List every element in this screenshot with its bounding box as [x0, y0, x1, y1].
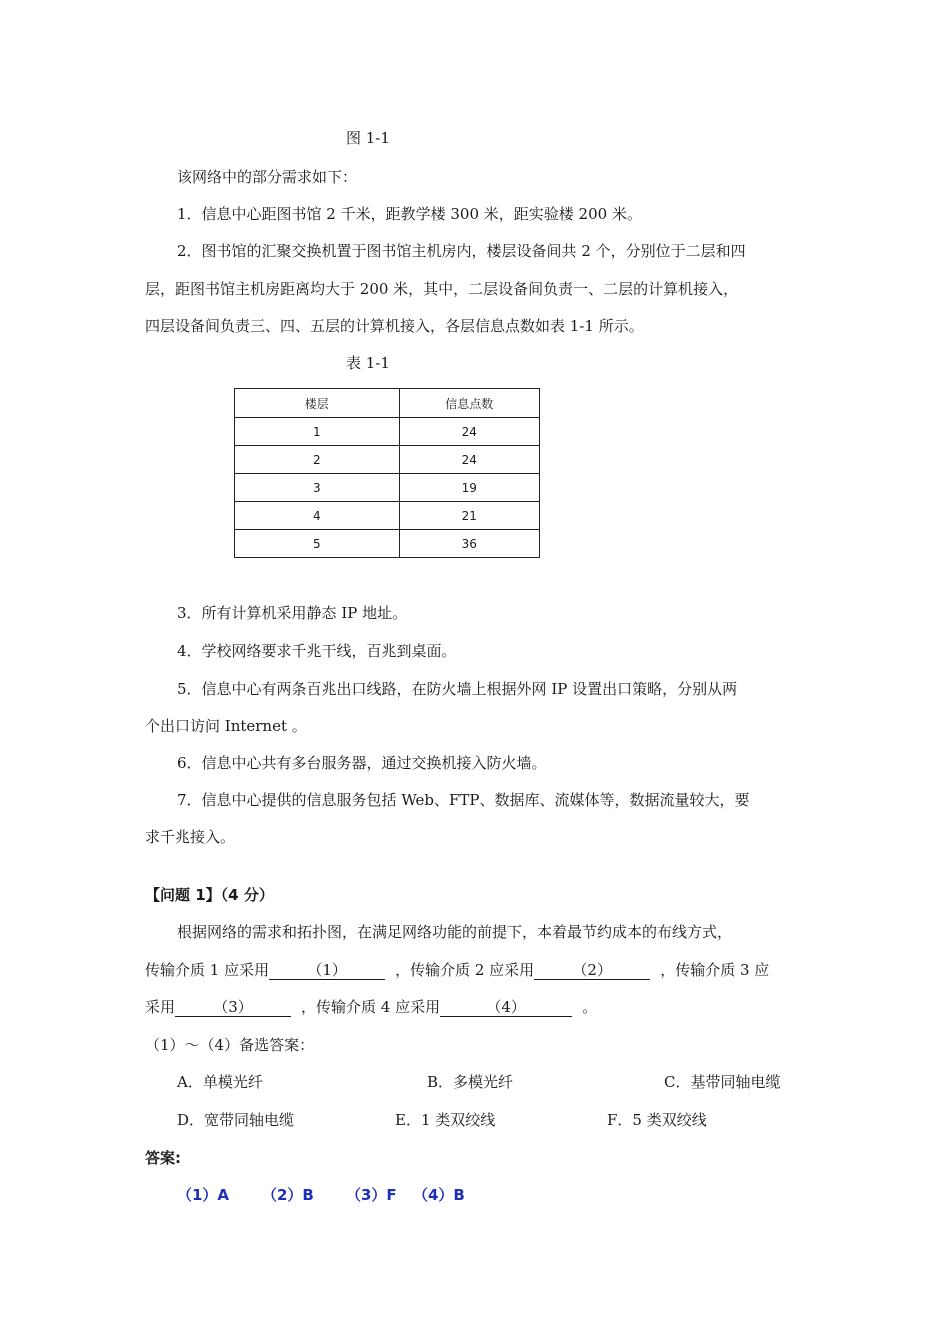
answer-blank-3: （3） [175, 998, 291, 1017]
cell-points: 24 [399, 418, 539, 446]
figure-caption: 图 1-1 [346, 129, 390, 147]
question-text: ，传输介质 4 应采用 [301, 998, 441, 1016]
question-text: ，传输介质 3 应 [660, 961, 770, 979]
answer-blank-2: （2） [534, 961, 650, 980]
table-row [235, 418, 540, 446]
question-text: ，传输介质 2 应采用 [395, 961, 535, 979]
option-c: C．基带同轴电缆 [664, 1073, 781, 1091]
requirement-2-line-2: 层，距图书馆主机房距离均大于 200 米，其中，二层设备间负责一、二层的计算机接入， [145, 280, 739, 298]
cell-floor: 2 [235, 446, 400, 474]
option-b: B．多模光纤 [427, 1073, 514, 1091]
table-row [235, 474, 540, 502]
header-floor: 楼层 [235, 389, 400, 418]
table-row [235, 530, 540, 558]
question-text: 采用 [145, 998, 176, 1016]
table-caption: 表 1-1 [346, 354, 390, 372]
option-f: F．5 类双绞线 [607, 1111, 707, 1129]
requirement-5-line-2: 个出口访问 Internet 。 [145, 717, 307, 735]
answer-blank-1: （1） [269, 961, 385, 980]
option-a: A．单模光纤 [177, 1073, 263, 1091]
cell-floor: 1 [235, 418, 400, 446]
requirements-intro: 该网络中的部分需求如下： [177, 168, 358, 186]
question-text-line-1: 根据网络的需求和拓扑图，在满足网络功能的前提下，本着最节约成本的布线方式， [177, 923, 733, 941]
cell-points: 21 [399, 502, 539, 530]
answer-2: （2）B [262, 1186, 314, 1204]
question-1-title: 【问题 1】（4 分） [145, 886, 274, 904]
question-text: 。 [582, 998, 598, 1016]
floor-info-table [234, 388, 540, 558]
cell-floor: 3 [235, 474, 400, 502]
answer-1: （1）A [177, 1186, 230, 1204]
requirement-7-line-2: 求千兆接入。 [145, 828, 236, 846]
requirement-2-line-3: 四层设备间负责三、四、五层的计算机接入，各层信息点数如表 1-1 所示。 [145, 317, 644, 335]
answer-3: （3）F [346, 1186, 397, 1204]
options-title: （1）～（4）备选答案： [145, 1036, 315, 1054]
header-info-points: 信息点数 [399, 389, 539, 418]
answer-title: 答案: [145, 1149, 181, 1167]
option-e: E．1 类双绞线 [395, 1111, 496, 1129]
question-text-line-3 [145, 997, 597, 1017]
requirement-4: 4．学校网络要求千兆干线，百兆到桌面。 [177, 642, 457, 660]
question-text: 传输介质 1 应采用 [145, 961, 270, 979]
cell-points: 24 [399, 446, 539, 474]
cell-points: 19 [399, 474, 539, 502]
table-row [235, 446, 540, 474]
cell-floor: 4 [235, 502, 400, 530]
question-text-line-2 [145, 960, 769, 980]
requirement-3: 3．所有计算机采用静态 IP 地址。 [177, 604, 408, 622]
requirement-7-line-1: 7．信息中心提供的信息服务包括 Web、FTP、数据库、流媒体等，数据流量较大，要 [177, 791, 750, 809]
answer-blank-4: （4） [440, 998, 572, 1017]
requirement-2-line-1: 2．图书馆的汇聚交换机置于图书馆主机房内，楼层设备间共 2 个，分别位于二层和四 [177, 242, 746, 260]
table-header-row [235, 389, 540, 418]
requirement-1: 1．信息中心距图书馆 2 千米，距教学楼 300 米，距实验楼 200 米。 [177, 205, 642, 223]
cell-points: 36 [399, 530, 539, 558]
requirement-5-line-1: 5．信息中心有两条百兆出口线路，在防火墙上根据外网 IP 设置出口策略，分别从两 [177, 680, 738, 698]
requirement-6: 6．信息中心共有多台服务器，通过交换机接入防火墙。 [177, 754, 547, 772]
table-row [235, 502, 540, 530]
answer-4: （4）B [413, 1186, 465, 1204]
cell-floor: 5 [235, 530, 400, 558]
option-d: D．宽带同轴电缆 [177, 1111, 295, 1129]
